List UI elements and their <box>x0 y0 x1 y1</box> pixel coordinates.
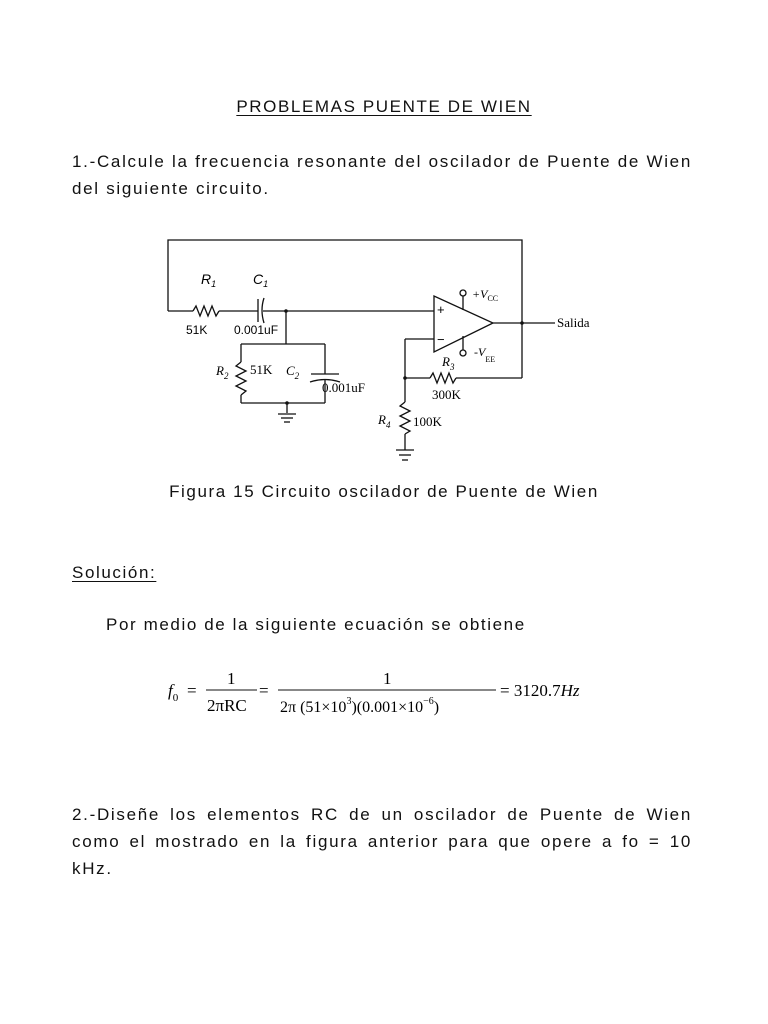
equation-equals-1: = <box>187 681 197 700</box>
problem-1-text: 1.-Calcule la frecuencia resonante del oscilador de Puente de Wien del siguiente circuito. <box>72 152 692 198</box>
resonant-frequency-equation <box>160 660 620 722</box>
equation-result: = 3120.7Hz <box>500 681 580 700</box>
page-title: PROBLEMAS PUENTE DE WIEN <box>236 97 532 116</box>
c2-value: 0.001uF <box>322 380 365 395</box>
equation-equals-2: = <box>259 681 269 700</box>
vee-label: $-V_{EE}$ <box>474 345 496 364</box>
r2-label: $R_2$ <box>216 363 229 381</box>
equation-numerator-2: 1 <box>383 669 392 688</box>
r1-resistor <box>193 306 219 316</box>
vee-terminal <box>460 350 466 356</box>
figure-caption: Figura 15 Circuito oscilador de Puente de Wien <box>169 482 599 501</box>
r3-resistor <box>430 373 456 383</box>
equation-denominator-2: 2π $(51\times 10^3)(0.001\times 10^{-6})$ <box>280 696 440 716</box>
r4-label: $R_4$ <box>378 412 391 430</box>
output-label: Salida <box>557 315 590 330</box>
c1-label: $C_1$ <box>253 271 269 289</box>
minus-sign: − <box>437 332 445 347</box>
r2-value: 51K <box>250 362 273 377</box>
r3-value: 300K <box>432 387 461 402</box>
r4-value: 100K <box>413 414 442 429</box>
r1-value: 51K <box>186 323 208 337</box>
c2-label: $C_2$ <box>286 363 300 381</box>
equation-denominator-1: 2πRC <box>207 696 247 715</box>
r3-label: $R_3$ <box>442 354 455 372</box>
equation-lhs: $f_0$ <box>168 681 179 704</box>
c1-value: 0.001uF <box>234 323 279 337</box>
equation-numerator-1: 1 <box>227 669 236 688</box>
r4-resistor <box>400 402 410 434</box>
r2-resistor <box>236 362 246 395</box>
solution-heading: Solución: <box>72 563 157 582</box>
r1-label: $R_1$ <box>201 271 217 289</box>
vcc-terminal <box>460 290 466 296</box>
problem-2-text: 2.-Diseñe los elementos RC de un oscilador de Puente de Wien como el mostrado en la figura anterior para que opere a fo = 10 kHz. <box>72 805 692 878</box>
solution-intro: Por medio de la siguiente ecuación se obtiene <box>106 615 526 634</box>
plus-sign: + <box>437 302 445 317</box>
vcc-label: $+V_{CC}$ <box>472 287 499 303</box>
wien-bridge-circuit-diagram <box>150 228 590 468</box>
